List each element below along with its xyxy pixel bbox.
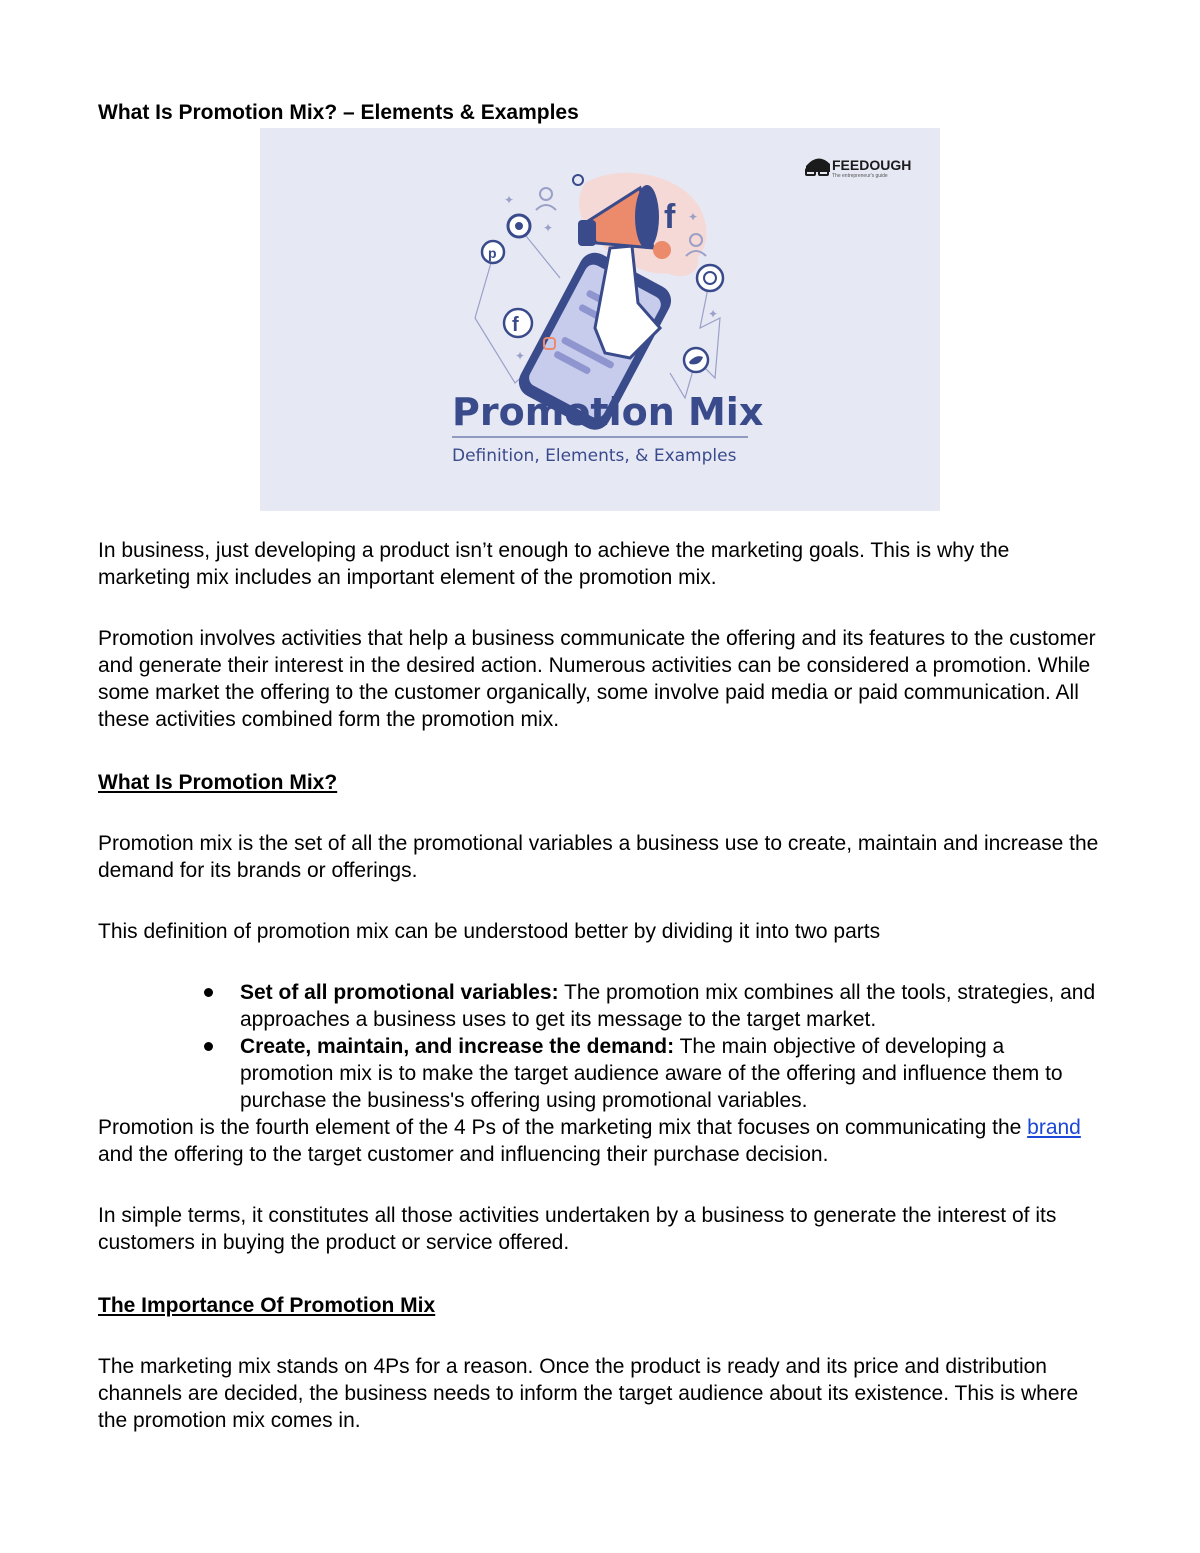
bullet-term: Set of all promotional variables:	[240, 981, 559, 1004]
section-heading: The Importance Of Promotion Mix	[98, 1294, 436, 1317]
whatsapp-icon	[697, 265, 723, 291]
bullet-icon	[204, 1042, 213, 1051]
hero-heading: Promotion Mix	[452, 390, 764, 434]
document-title: What Is Promotion Mix? – Elements & Examples	[98, 101, 579, 124]
svg-text:✦: ✦	[708, 307, 719, 321]
lead-in-paragraph: This definition of promotion mix can be understood better by dividing it into two parts	[98, 920, 881, 943]
brand-link[interactable]: brand	[1027, 1116, 1081, 1139]
intro-paragraph: Promotion involves activities that help a business communicate the offering and its features to the customer and generate their interest in the desired action. Numerous activities can be considered a promotion. While some market the offering to the customer organically, some involve paid media or paid communication. All these activities combined form the promotion mix.	[98, 627, 1096, 731]
svg-text:✦: ✦	[543, 221, 554, 235]
simple-terms-paragraph: In simple terms, it constitutes all those activities undertaken by a business to generate the interest of its customers in buying the product or service offered.	[98, 1204, 1057, 1254]
svg-text:✦: ✦	[688, 210, 699, 224]
dribbble-icon	[653, 241, 671, 259]
document-page	[98, 98, 1103, 1434]
fourth-p-paragraph: Promotion is the fourth element of the 4 Ps of the marketing mix that focuses on communicating the brand and the offering to the target customer and influencing their purchase decision.	[98, 1116, 1081, 1166]
intro-paragraph: In business, just developing a product isn’t enough to achieve the marketing goals. This is why the marketing mix includes an important element of the promotion mix.	[98, 539, 1010, 589]
hero-illustration	[260, 128, 940, 511]
bullet-term: Create, maintain, and increase the demand:	[240, 1035, 675, 1058]
svg-text:p: p	[488, 245, 497, 261]
bullet-text: The promotion mix combines all the tools, strategies, and approaches a business uses to get its message to the target market.	[240, 981, 1096, 1031]
brand-name: FEEDOUGH	[832, 157, 912, 173]
svg-text:f: f	[512, 314, 519, 336]
brand-tagline: The entrepreneur's guide	[832, 173, 888, 179]
section-heading: What Is Promotion Mix?	[98, 771, 338, 794]
svg-text:f: f	[664, 198, 676, 236]
bullet-icon	[204, 988, 213, 997]
hero-subheading: Definition, Elements, & Examples	[452, 446, 737, 466]
list-item	[240, 1033, 1103, 1114]
pinterest-icon	[482, 241, 504, 263]
importance-paragraph: The marketing mix stands on 4Ps for a reason. Once the product is ready and its price and distribution channels are decided, the business needs to inform the target audience about its existence. This is where the promotion mix comes in.	[98, 1355, 1079, 1432]
facebook-icon	[664, 198, 676, 236]
svg-text:✦: ✦	[504, 193, 515, 207]
brand-logo	[806, 157, 911, 179]
instagram-icon	[508, 215, 530, 237]
twitter-icon	[684, 348, 708, 372]
list-item	[240, 979, 1103, 1033]
facebook-icon	[504, 309, 532, 337]
definition-paragraph: Promotion mix is the set of all the promotional variables a business use to create, maintain and increase the demand for its brands or offerings.	[98, 832, 1099, 882]
bullet-text: The main objective of developing a promotion mix is to make the target audience aware of the offering and influence them to purchase the business's offering using promotional variables.	[240, 1035, 1063, 1112]
svg-text:✦: ✦	[515, 349, 526, 363]
hero-banner	[260, 128, 940, 511]
bullet-list	[98, 979, 1103, 1114]
